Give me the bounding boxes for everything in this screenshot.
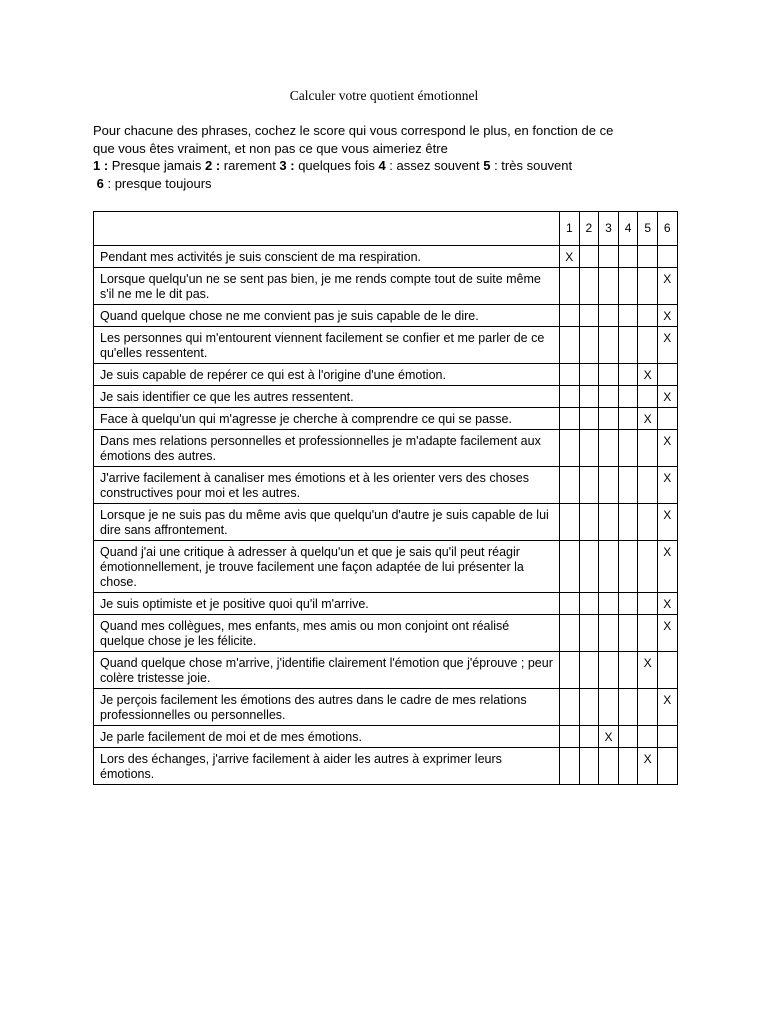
- check-mark: X: [663, 508, 672, 522]
- score-header-5: 5: [638, 212, 658, 246]
- score-cell-4[interactable]: [618, 268, 638, 305]
- score-cell-4[interactable]: [618, 305, 638, 327]
- score-cell-5[interactable]: [638, 327, 658, 364]
- score-cell-1[interactable]: [560, 305, 580, 327]
- score-cell-1[interactable]: [560, 748, 580, 785]
- page-title: Calculer votre quotient émotionnel: [289, 88, 479, 103]
- score-cell-6[interactable]: [657, 246, 677, 268]
- score-cell-1[interactable]: [560, 467, 580, 504]
- check-mark: X: [663, 309, 672, 323]
- score-cell-6[interactable]: [657, 386, 677, 408]
- check-mark: X: [604, 730, 613, 744]
- statement-text: Je suis capable de repérer ce qui est à l'origine d'une émotion.: [94, 364, 560, 386]
- score-cell-6[interactable]: [657, 268, 677, 305]
- header-row: [94, 212, 678, 246]
- statement-text: Quand mes collègues, mes enfants, mes amis ou mon conjoint ont réalisé quelque chose je les félicite.: [94, 615, 560, 652]
- table-row: [94, 615, 678, 652]
- check-mark: X: [663, 272, 672, 286]
- table-row: [94, 504, 678, 541]
- check-mark: X: [663, 597, 672, 611]
- score-cell-5[interactable]: [638, 726, 658, 748]
- table-row: [94, 541, 678, 593]
- score-cell-3[interactable]: [599, 689, 619, 726]
- score-cell-5[interactable]: [638, 504, 658, 541]
- table-row: [94, 408, 678, 430]
- score-cell-4[interactable]: [618, 408, 638, 430]
- score-cell-1[interactable]: [560, 386, 580, 408]
- score-cell-6[interactable]: [657, 726, 677, 748]
- score-cell-2[interactable]: [579, 364, 599, 386]
- score-cell-4[interactable]: [618, 748, 638, 785]
- score-cell-2[interactable]: [579, 467, 599, 504]
- check-mark: X: [663, 390, 672, 404]
- score-cell-5[interactable]: [638, 689, 658, 726]
- score-cell-3[interactable]: [599, 246, 619, 268]
- score-header-4: 4: [618, 212, 638, 246]
- score-cell-5[interactable]: [638, 305, 658, 327]
- score-cell-1[interactable]: [560, 615, 580, 652]
- score-cell-6[interactable]: [657, 615, 677, 652]
- score-cell-3[interactable]: [599, 268, 619, 305]
- scale-num-2: 2 :: [205, 158, 221, 173]
- score-cell-3[interactable]: [599, 504, 619, 541]
- check-mark: X: [643, 412, 652, 426]
- score-cell-1[interactable]: [560, 541, 580, 593]
- statement-text: Face à quelqu'un qui m'agresse je cherche à comprendre ce qui se passe.: [94, 408, 560, 430]
- score-cell-2[interactable]: [579, 615, 599, 652]
- questionnaire-body: [94, 212, 678, 785]
- table-row: [94, 305, 678, 327]
- score-cell-6[interactable]: [657, 327, 677, 364]
- check-mark: X: [663, 693, 672, 707]
- check-mark: X: [663, 434, 672, 448]
- score-cell-6[interactable]: [657, 430, 677, 467]
- score-cell-6[interactable]: [657, 748, 677, 785]
- check-mark: X: [643, 368, 652, 382]
- score-cell-3[interactable]: [599, 615, 619, 652]
- score-cell-3[interactable]: [599, 593, 619, 615]
- score-cell-1[interactable]: [560, 268, 580, 305]
- instructions-line-2: que vous êtes vraiment, et non pas ce que vous aimeriez être: [93, 140, 448, 156]
- score-cell-5[interactable]: [638, 364, 658, 386]
- score-cell-4[interactable]: [618, 689, 638, 726]
- score-cell-3[interactable]: [599, 408, 619, 430]
- table-row: [94, 652, 678, 689]
- score-cell-4[interactable]: [618, 327, 638, 364]
- table-row: [94, 689, 678, 726]
- statement-text: Dans mes relations personnelles et professionnelles je m'adapte facilement aux émotions des autres.: [94, 430, 560, 467]
- statement-text: Quand quelque chose ne me convient pas je suis capable de le dire.: [94, 305, 560, 327]
- statement-text: Lorsque quelqu'un ne se sent pas bien, je me rends compte tout de suite même s'il ne me le dit pas.: [94, 268, 560, 305]
- statement-text: J'arrive facilement à canaliser mes émotions et à les orienter vers des choses constructives pour moi et les autres.: [94, 467, 560, 504]
- scale-label-3: quelques fois: [294, 158, 379, 173]
- statement-text: Quand quelque chose m'arrive, j'identifie clairement l'émotion que j'éprouve ; peur colère tristesse joie.: [94, 652, 560, 689]
- table-row: [94, 327, 678, 364]
- score-cell-4[interactable]: [618, 615, 638, 652]
- score-cell-3[interactable]: [599, 652, 619, 689]
- score-cell-6[interactable]: [657, 652, 677, 689]
- table-row: [94, 386, 678, 408]
- score-cell-4[interactable]: [618, 386, 638, 408]
- scale-label-4: : assez souvent: [385, 158, 484, 173]
- score-cell-6[interactable]: [657, 541, 677, 593]
- table-row: [94, 467, 678, 504]
- table-row: [94, 364, 678, 386]
- score-cell-2[interactable]: [579, 689, 599, 726]
- score-cell-2[interactable]: [579, 652, 599, 689]
- scale-label-5: : très souvent: [490, 158, 573, 173]
- check-mark: X: [643, 656, 652, 670]
- statement-text: Lorsque je ne suis pas du même avis que quelqu'un d'autre je suis capable de lui dire sans affrontement.: [94, 504, 560, 541]
- check-mark: X: [663, 471, 672, 485]
- score-cell-4[interactable]: [618, 364, 638, 386]
- score-cell-6[interactable]: [657, 364, 677, 386]
- check-mark: X: [663, 619, 672, 633]
- score-cell-1[interactable]: [560, 430, 580, 467]
- score-header-6: 6: [657, 212, 677, 246]
- score-cell-1[interactable]: [560, 652, 580, 689]
- statement-text: Pendant mes activités je suis conscient de ma respiration.: [94, 246, 560, 268]
- score-cell-2[interactable]: [579, 246, 599, 268]
- score-cell-2[interactable]: [579, 408, 599, 430]
- statement-text: Je perçois facilement les émotions des autres dans le cadre de mes relations professionnelles ou personnelles.: [94, 689, 560, 726]
- score-cell-4[interactable]: [618, 593, 638, 615]
- score-header-3: 3: [599, 212, 619, 246]
- score-cell-4[interactable]: [618, 430, 638, 467]
- score-cell-4[interactable]: [618, 246, 638, 268]
- table-row: [94, 593, 678, 615]
- table-row: [94, 748, 678, 785]
- table-row: [94, 726, 678, 748]
- score-cell-2[interactable]: [579, 305, 599, 327]
- score-cell-3[interactable]: [599, 541, 619, 593]
- header-statement-cell: [94, 212, 560, 246]
- score-cell-3[interactable]: [599, 386, 619, 408]
- score-cell-2[interactable]: [579, 504, 599, 541]
- score-cell-5[interactable]: [638, 430, 658, 467]
- table-row: [94, 268, 678, 305]
- score-cell-2[interactable]: [579, 541, 599, 593]
- instructions: [93, 122, 693, 192]
- table-row: [94, 430, 678, 467]
- scale-legend-line-2: [93, 175, 693, 193]
- check-mark: X: [663, 545, 672, 559]
- score-cell-1[interactable]: [560, 364, 580, 386]
- score-cell-5[interactable]: [638, 593, 658, 615]
- score-cell-1[interactable]: [560, 504, 580, 541]
- score-cell-4[interactable]: [618, 467, 638, 504]
- scale-label-2: rarement: [220, 158, 280, 173]
- score-cell-3[interactable]: [599, 726, 619, 748]
- instructions-line-1: Pour chacune des phrases, cochez le score qui vous correspond le plus, en fonction de ce: [93, 123, 614, 138]
- scale-label-1: Presque jamais: [108, 158, 205, 173]
- score-cell-5[interactable]: [638, 408, 658, 430]
- score-cell-2[interactable]: [579, 593, 599, 615]
- score-cell-4[interactable]: [618, 541, 638, 593]
- score-cell-6[interactable]: [657, 408, 677, 430]
- check-mark: X: [643, 752, 652, 766]
- scale-num-5: 5: [483, 158, 491, 173]
- score-cell-3[interactable]: [599, 748, 619, 785]
- score-cell-3[interactable]: [599, 305, 619, 327]
- score-cell-2[interactable]: [579, 386, 599, 408]
- score-cell-1[interactable]: [560, 689, 580, 726]
- score-cell-1[interactable]: [560, 726, 580, 748]
- score-cell-5[interactable]: [638, 268, 658, 305]
- score-cell-1[interactable]: [560, 593, 580, 615]
- scale-legend-line-1: [93, 157, 693, 175]
- score-cell-4[interactable]: [618, 652, 638, 689]
- score-cell-5[interactable]: [638, 467, 658, 504]
- scale-num-6: 6: [96, 175, 104, 191]
- scale-num-1: 1 :: [93, 158, 109, 173]
- score-cell-1[interactable]: [560, 408, 580, 430]
- score-cell-6[interactable]: [657, 467, 677, 504]
- scale-num-3: 3 :: [279, 158, 295, 173]
- score-cell-5[interactable]: [638, 246, 658, 268]
- score-cell-6[interactable]: [657, 305, 677, 327]
- score-cell-5[interactable]: [638, 541, 658, 593]
- score-cell-3[interactable]: [599, 430, 619, 467]
- score-cell-2[interactable]: [579, 430, 599, 467]
- score-cell-2[interactable]: [579, 268, 599, 305]
- score-cell-3[interactable]: [599, 327, 619, 364]
- score-cell-4[interactable]: [618, 504, 638, 541]
- score-cell-5[interactable]: [638, 652, 658, 689]
- statement-text: Je sais identifier ce que les autres ressentent.: [94, 386, 560, 408]
- score-header-2: 2: [579, 212, 599, 246]
- statement-text: Quand j'ai une critique à adresser à quelqu'un et que je sais qu'il peut réagir émotionnellement, je trouve facilement une façon adaptée de lui présenter la chose.: [94, 541, 560, 593]
- statement-text: Je suis optimiste et je positive quoi qu'il m'arrive.: [94, 593, 560, 615]
- table-row: [94, 246, 678, 268]
- statement-text: Lors des échanges, j'arrive facilement à aider les autres à exprimer leurs émotions.: [94, 748, 560, 785]
- check-mark: X: [565, 250, 574, 264]
- score-cell-3[interactable]: [599, 467, 619, 504]
- questionnaire-table: [93, 211, 678, 785]
- scale-label-6: : presque toujours: [103, 175, 212, 191]
- statement-text: Les personnes qui m'entourent viennent facilement se confier et me parler de ce qu'elles ressentent.: [94, 327, 560, 364]
- score-cell-6[interactable]: [657, 504, 677, 541]
- check-mark: X: [663, 331, 672, 345]
- score-cell-4[interactable]: [618, 726, 638, 748]
- score-header-1: 1: [560, 212, 580, 246]
- score-cell-2[interactable]: [579, 726, 599, 748]
- score-cell-2[interactable]: [579, 748, 599, 785]
- score-cell-5[interactable]: [638, 615, 658, 652]
- score-cell-6[interactable]: [657, 689, 677, 726]
- score-cell-1[interactable]: [560, 327, 580, 364]
- score-cell-3[interactable]: [599, 364, 619, 386]
- score-cell-5[interactable]: [638, 748, 658, 785]
- scale-num-4: 4: [378, 158, 386, 173]
- statement-text: Je parle facilement de moi et de mes émotions.: [94, 726, 560, 748]
- score-cell-2[interactable]: [579, 327, 599, 364]
- score-cell-6[interactable]: [657, 593, 677, 615]
- score-cell-5[interactable]: [638, 386, 658, 408]
- score-cell-1[interactable]: [560, 246, 580, 268]
